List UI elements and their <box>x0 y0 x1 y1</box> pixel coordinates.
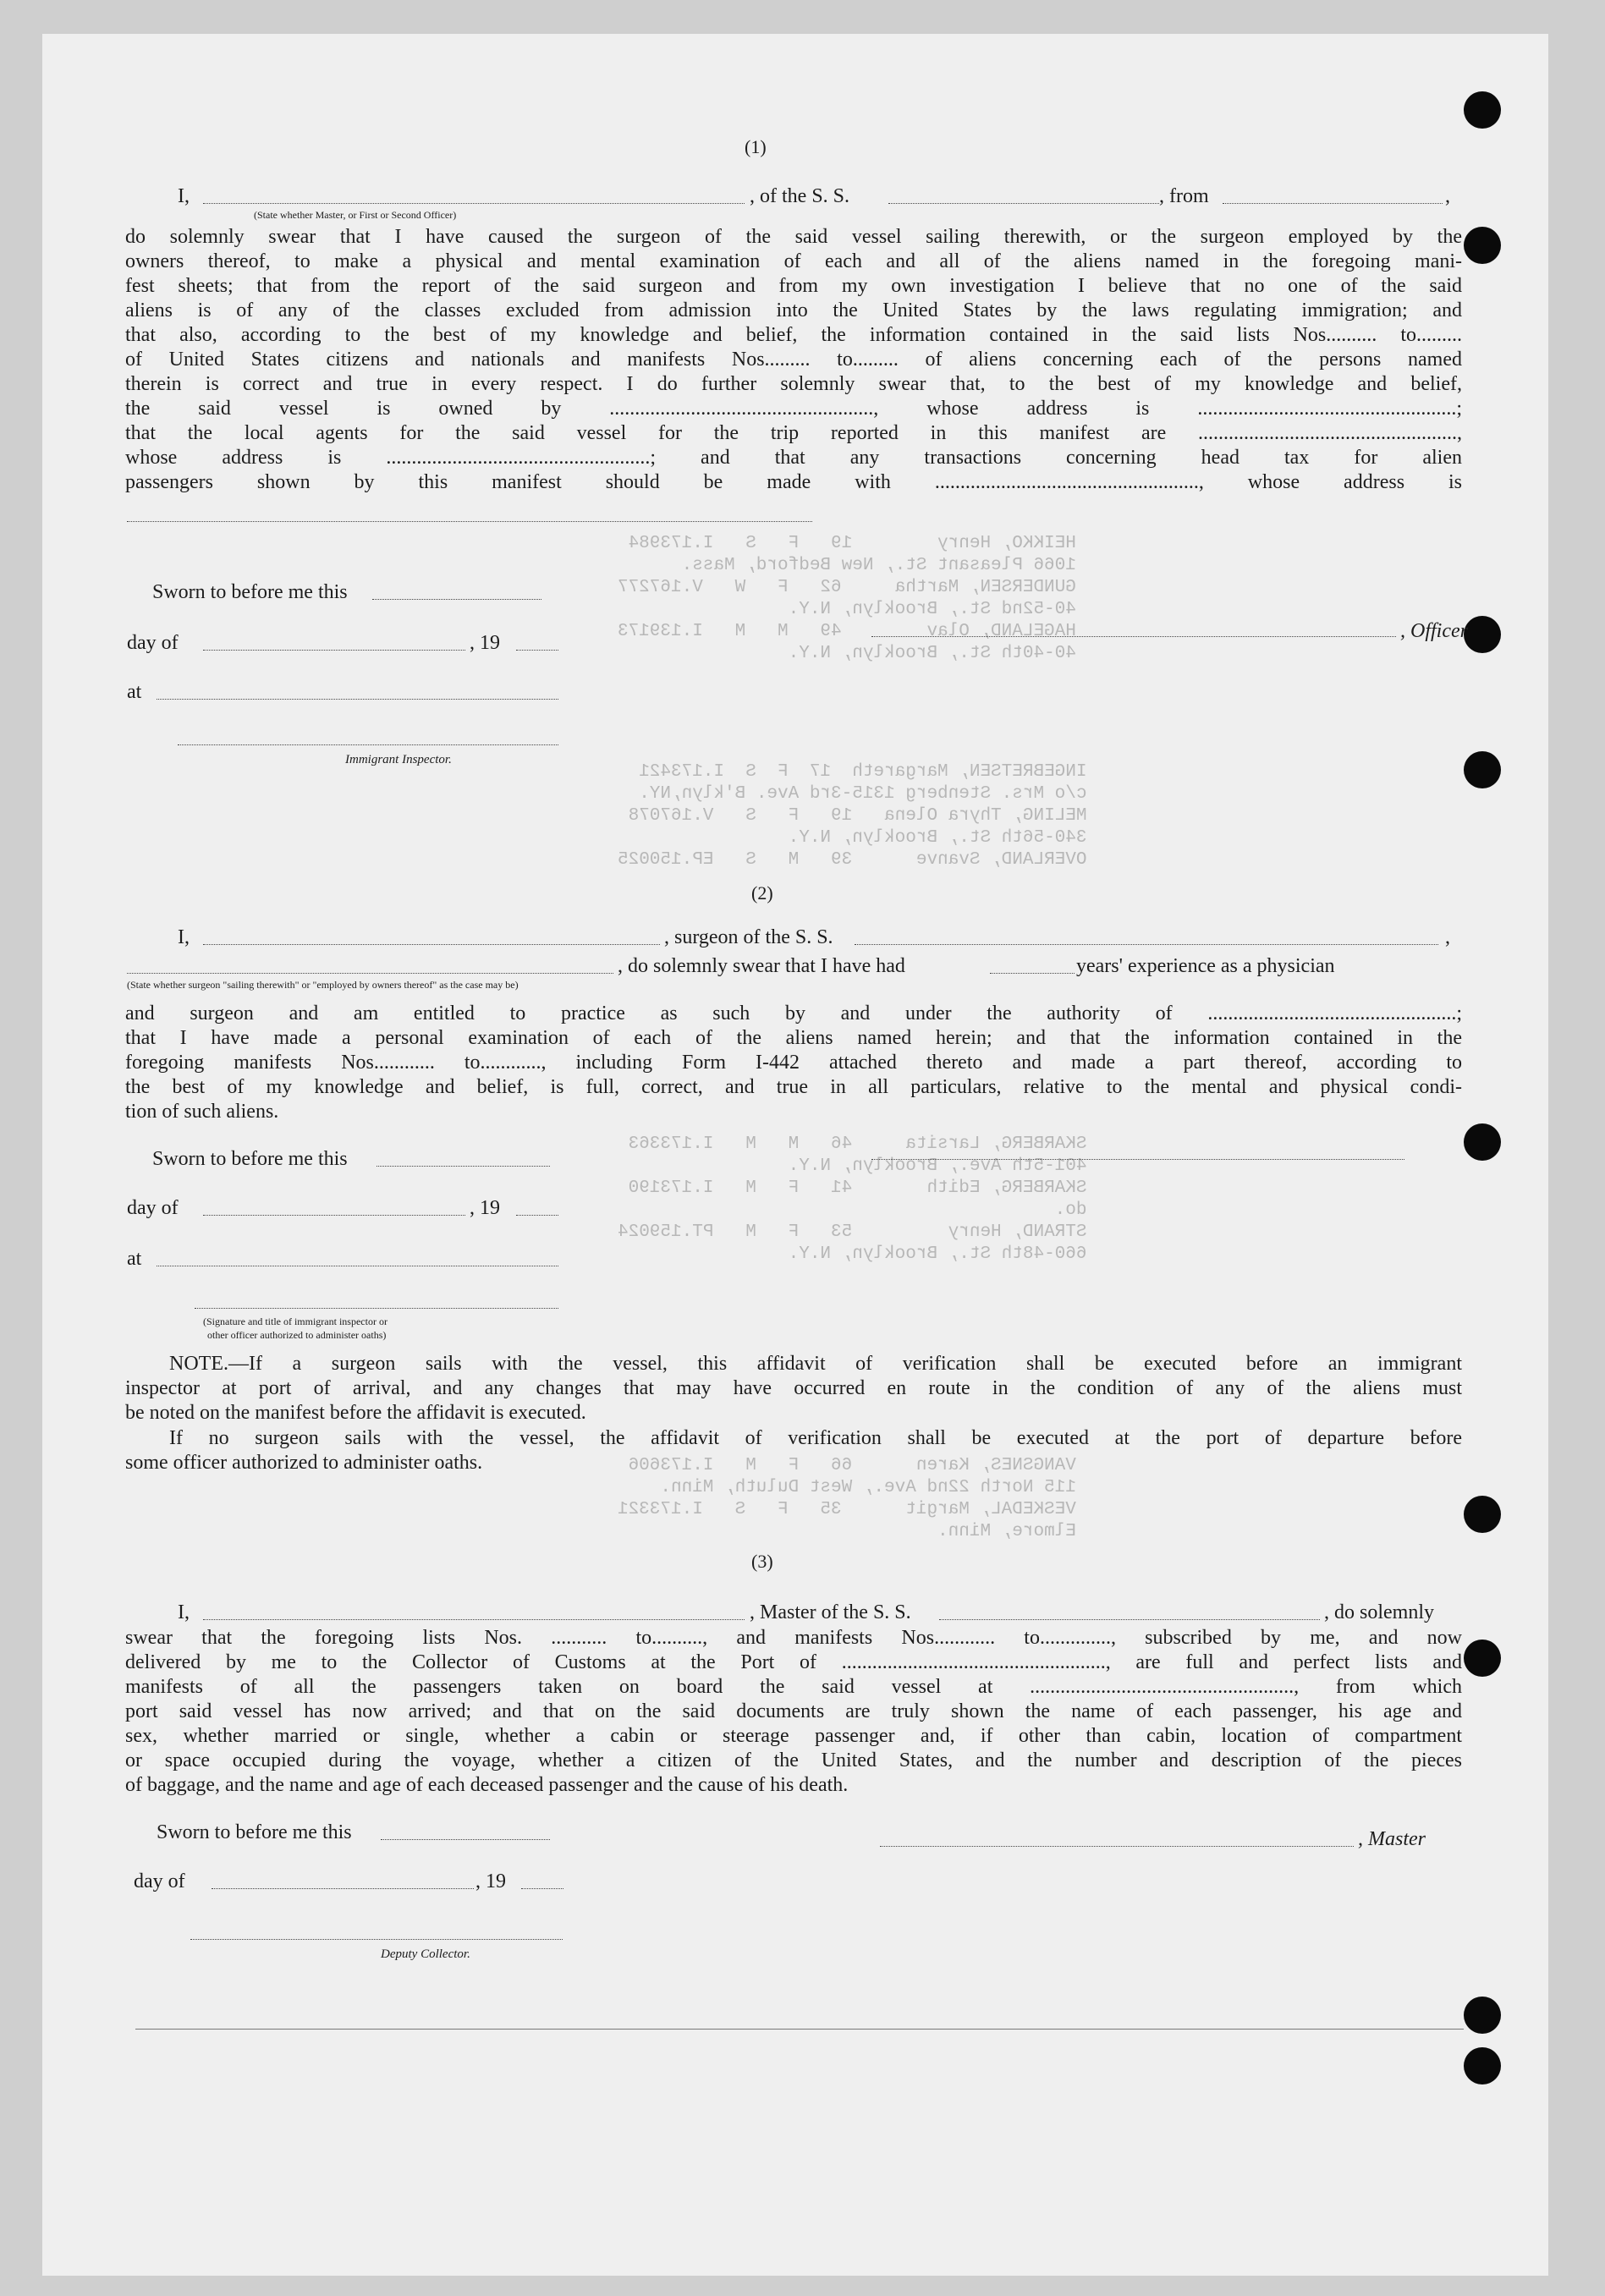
text-line: sex, whether married or single, whether a cabin or steerage passenger and, if other than cabin, location of compartment <box>125 1725 1462 1747</box>
year-label: , 19 <box>470 632 500 654</box>
inspector-signature-field[interactable] <box>178 744 558 745</box>
section2-paragraph <box>125 1002 1462 1124</box>
collector-signature-field[interactable] <box>190 1939 563 1940</box>
note-paragraph <box>125 1352 1462 1425</box>
section-number-1: (1) <box>745 136 767 157</box>
at-label: at <box>127 1248 142 1270</box>
text-line: whose address is ....................................................; and that any transactions concerning head tax for alien <box>125 447 1462 469</box>
text-line: swear that the foregoing lists Nos. ........... to.........., and manifests Nos............ to.............., subscribed by me, and now <box>125 1627 1462 1649</box>
text-line: some officer authorized to administer oaths. <box>125 1452 483 1474</box>
section-number-2: (2) <box>751 882 773 904</box>
sworn-label: Sworn to before me this <box>152 581 348 603</box>
punch-hole <box>1464 616 1501 653</box>
section-number-3: (3) <box>751 1551 773 1572</box>
master-name-field[interactable] <box>203 1619 745 1620</box>
section1-of-ss-label: , of the S. S. <box>750 185 850 207</box>
year-field[interactable] <box>516 650 558 651</box>
surgeon-status-field[interactable] <box>127 973 613 974</box>
month-field[interactable] <box>203 1215 465 1216</box>
note-paragraph <box>125 1426 1462 1475</box>
bleed-through-text: HEIKKO, Henry 19 F S I.173984 1066 Pleasant St., New Bedford, Mass. GUNDERSEN, Martha 62 F W V.167277 40-52nd St., Brooklyn, N.Y. HAGELAND, Olav 49 M M I.139173 40-40th St., Brooklyn, N.Y. <box>618 534 1076 663</box>
punch-hole <box>1464 2047 1501 2085</box>
inspector-label: Immigrant Inspector. <box>345 753 452 766</box>
day-of-label: day of <box>127 1197 179 1219</box>
punch-hole <box>1464 227 1501 264</box>
section2-vessel-field[interactable] <box>855 944 1438 945</box>
punch-hole <box>1464 1496 1501 1533</box>
bottom-rule <box>135 2029 1464 2030</box>
section3-line-end: , do solemnly <box>1324 1601 1434 1623</box>
section3-vessel-field[interactable] <box>939 1619 1320 1620</box>
collector-label: Deputy Collector. <box>381 1947 470 1961</box>
sworn-label: Sworn to before me this <box>152 1148 348 1170</box>
vessel-name-field[interactable] <box>888 203 1159 204</box>
sworn-label: Sworn to before me this <box>157 1821 352 1843</box>
signature-note-1: (Signature and title of immigrant inspector or <box>203 1316 388 1327</box>
section3-i-label: I, <box>178 1601 190 1623</box>
section1-paragraph <box>125 225 1462 495</box>
punch-hole <box>1464 91 1501 129</box>
text-line: port said vessel has now arrived; and that on the said documents are truly shown the name of each passenger, his age and <box>125 1700 1462 1722</box>
section2-i-label: I, <box>178 926 190 948</box>
text-line: be noted on the manifest before the affidavit is executed. <box>125 1402 586 1424</box>
year-field[interactable] <box>521 1888 563 1889</box>
text-line: that the local agents for the said vessel for the trip reported in this manifest are ..................................................., <box>125 422 1462 444</box>
year-label: , 19 <box>470 1197 500 1219</box>
officer-label: , Officer <box>1400 620 1468 642</box>
years-experience-label: years' experience as a physician <box>1076 955 1335 977</box>
bleed-through-text: VANGSNES, Karen 66 F M I.173606 115 North 22nd Ave., West Duluth, Minn. VESKEDAL, Margit 35 F S I.173321 Elmore, Minn. <box>618 1456 1076 1541</box>
punch-hole <box>1464 1640 1501 1677</box>
section1-line-end: , <box>1445 185 1450 207</box>
text-line: or space occupied during the voyage, whether a citizen of the United States, and the number and description of the pieces <box>125 1749 1462 1771</box>
officer-signature-field[interactable] <box>871 636 1396 637</box>
head-tax-address-field[interactable] <box>127 521 812 522</box>
punch-hole <box>1464 1123 1501 1161</box>
surgeon-name-field[interactable] <box>203 944 660 945</box>
section2-swear-label: , do solemnly swear that I have had <box>618 955 905 977</box>
text-line: NOTE.—If a surgeon sails with the vessel, this affidavit of verification shall be executed before an immigrant <box>169 1353 1462 1375</box>
master-signature-field[interactable] <box>880 1846 1354 1847</box>
bleed-through-text: INGEBRETSEN, Margareth 17 F S I.173421 c/o Mrs. Stenberg 1315-3rd Ave. B'klyn,NY. MELING, Thyra Olena 19 F S V.167078 340-56th St., Brooklyn, N.Y. OVERLAND, Svanve 39 M S EP.150025 <box>618 762 1087 870</box>
text-line: of baggage, and the name and age of each deceased passenger and the cause of his death. <box>125 1774 849 1796</box>
text-line: of United States citizens and nationals and manifests Nos......... to......... of aliens concerning each of the persons named <box>125 349 1462 371</box>
place-field[interactable] <box>157 699 558 700</box>
punch-hole <box>1464 1997 1501 2034</box>
section2-line-end: , <box>1445 926 1450 948</box>
section1-from-label: , from <box>1159 185 1209 207</box>
day-of-label: day of <box>127 632 179 654</box>
text-line: do solemnly swear that I have caused the surgeon of the said vessel sailing therewith, or the surgeon employed by the <box>125 226 1462 248</box>
text-line: foregoing manifests Nos............ to............, including Form I-442 attached thereto and made a part thereof, according to <box>125 1052 1462 1074</box>
day-of-label: day of <box>134 1870 185 1892</box>
master-label: , Master <box>1358 1828 1426 1850</box>
text-line: that also, according to the best of my knowledge and belief, the information contained in the said lists Nos.......... to......... <box>125 324 1462 346</box>
sworn-day-field[interactable] <box>381 1839 550 1840</box>
text-line: passengers shown by this manifest should be made with ...................................................., whose address is <box>125 471 1462 493</box>
surgeon-note: (State whether surgeon "sailing therewith" or "employed by owners thereof" as the case may be) <box>127 979 519 991</box>
text-line: tion of such aliens. <box>125 1101 279 1123</box>
text-line: that I have made a personal examination of each of the aliens named herein; and that the information contained in the <box>125 1027 1462 1049</box>
text-line: and surgeon and am entitled to practice as such by and under the authority of .................................................; <box>125 1002 1462 1024</box>
bleed-through-text: SKARBERG, Larsita 46 M M I.173363 401-5th Ave., Brooklyn, N.Y. SKARBERG, Edith 41 F M I.173190 do. STRAND, Henry 53 F M PT.159024 660-48th St., Brooklyn, N.Y. <box>618 1134 1087 1264</box>
text-line: If no surgeon sails with the vessel, the affidavit of verification shall be executed at the port of departure before <box>169 1427 1462 1449</box>
at-label: at <box>127 681 142 703</box>
sworn-day-field[interactable] <box>377 1166 550 1167</box>
text-line: fest sheets; that from the report of the said surgeon and from my own investigation I believe that no one of the said <box>125 275 1462 297</box>
text-line: the best of my knowledge and belief, is full, correct, and true in all particulars, relative to the mental and physical condi- <box>125 1076 1462 1098</box>
sworn-day-field[interactable] <box>372 599 541 600</box>
year-label: , 19 <box>475 1870 506 1892</box>
text-line: delivered by me to the Collector of Customs at the Port of ...................................................., are full and perfect lists and <box>125 1651 1462 1673</box>
section2-surgeon-label: , surgeon of the S. S. <box>664 926 833 948</box>
inspector-signature-field[interactable] <box>195 1308 558 1309</box>
section1-i-label: I, <box>178 185 190 207</box>
punch-hole <box>1464 751 1501 788</box>
month-field[interactable] <box>212 1888 474 1889</box>
year-field[interactable] <box>516 1215 558 1216</box>
section3-master-label: , Master of the S. S. <box>750 1601 911 1623</box>
officer-name-field[interactable] <box>203 203 745 204</box>
text-line: aliens is of any of the classes excluded from admission into the United States by the laws regulating immigration; and <box>125 299 1462 321</box>
text-line: owners thereof, to make a physical and mental examination of each and all of the aliens named in the foregoing mani- <box>125 250 1462 272</box>
officer-note: (State whether Master, or First or Second Officer) <box>254 209 457 221</box>
from-port-field[interactable] <box>1223 203 1443 204</box>
signature-note-2: other officer authorized to administer oaths) <box>207 1329 387 1341</box>
section3-paragraph <box>125 1626 1462 1798</box>
text-line: the said vessel is owned by ...................................................., whose address is ...................................................; <box>125 398 1462 420</box>
text-line: manifests of all the passengers taken on board the said vessel at ...................................................., from which <box>125 1676 1462 1698</box>
affidavit-page <box>42 34 1548 2276</box>
month-field[interactable] <box>203 650 465 651</box>
years-experience-field[interactable] <box>990 973 1075 974</box>
text-line: inspector at port of arrival, and any changes that may have occurred en route in the condition of any of the aliens must <box>125 1377 1462 1399</box>
surgeon-signature-field[interactable] <box>871 1159 1404 1160</box>
text-line: therein is correct and true in every respect. I do further solemnly swear that, to the best of my knowledge and belief, <box>125 373 1462 395</box>
